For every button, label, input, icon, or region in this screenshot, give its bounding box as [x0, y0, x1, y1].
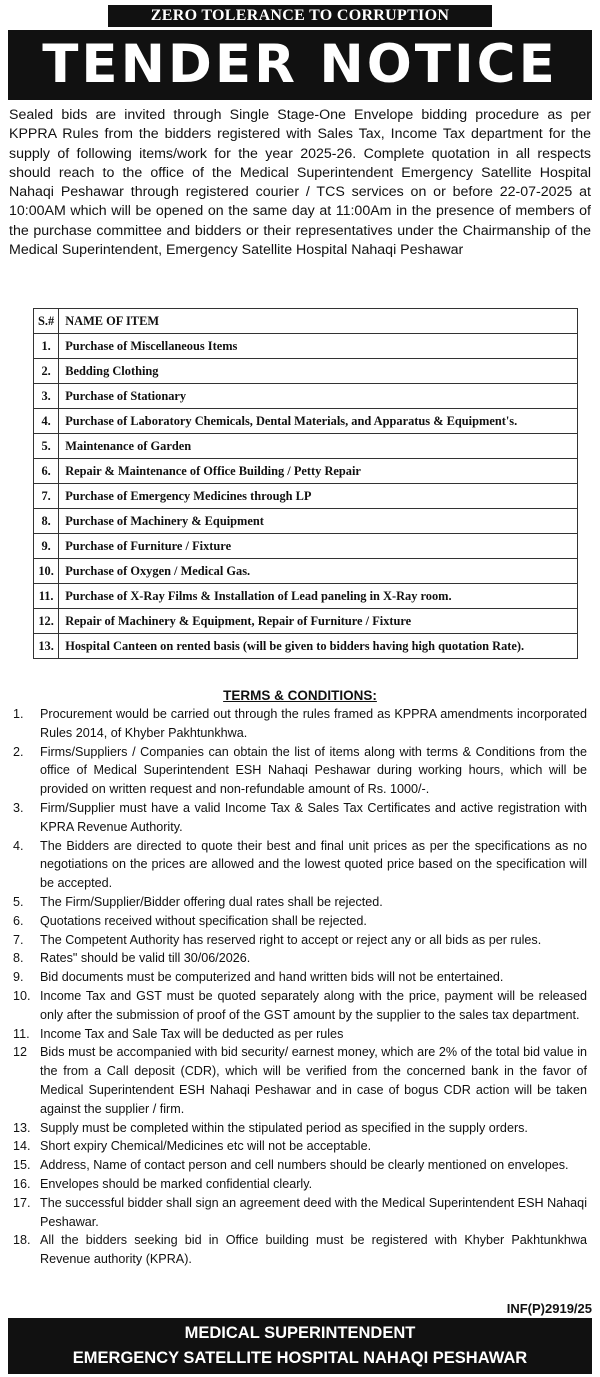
- term-number: 13.: [13, 1120, 31, 1135]
- term-text: Address, Name of contact person and cell numbers should be clearly mentioned on envelopes.: [40, 1158, 569, 1173]
- term-item: [13, 799, 587, 837]
- term-number: 9.: [13, 970, 24, 985]
- row-item-name: Purchase of Miscellaneous Items: [59, 334, 578, 359]
- header-item-name: NAME OF ITEM: [59, 309, 578, 334]
- table-header-row: [34, 309, 578, 334]
- row-serial: 12.: [34, 609, 59, 634]
- row-serial: 4.: [34, 409, 59, 434]
- term-number: 12: [13, 1045, 28, 1060]
- items-table-body: [34, 334, 578, 659]
- table-row: [34, 459, 578, 484]
- term-number: 8.: [13, 951, 24, 966]
- term-text: Short expiry Chemical/Medicines etc will not be acceptable.: [40, 1139, 372, 1154]
- term-number: 2.: [13, 744, 24, 759]
- table-row: [34, 559, 578, 584]
- reference-number: INF(P)2919/25: [506, 1301, 592, 1316]
- terms-heading: TERMS & CONDITIONS:: [223, 688, 377, 703]
- footer-signature-block: [8, 1318, 592, 1374]
- table-row: [34, 409, 578, 434]
- page-title: TENDER NOTICE: [8, 30, 592, 100]
- term-item: [13, 1175, 587, 1194]
- term-text: Quotations received without specification shall be rejected.: [40, 913, 367, 928]
- term-item: [13, 705, 587, 743]
- term-item: [13, 1119, 587, 1138]
- term-text: The Competent Authority has reserved right to accept or reject any or all bids as per rules.: [40, 932, 542, 947]
- table-row: [34, 484, 578, 509]
- term-number: 11.: [13, 1026, 30, 1041]
- term-text: Envelopes should be marked confidential clearly.: [40, 1176, 313, 1191]
- term-item: [13, 1156, 587, 1175]
- term-number: 16.: [13, 1176, 31, 1191]
- row-item-name: Repair & Maintenance of Office Building / Petty Repair: [59, 459, 578, 484]
- term-text: Firms/Suppliers / Companies can obtain the list of items along with terms & Conditions from the office of Medical Superintendent ESH Nahaqi Peshawar during working hours, which will be provided on written request and non-refundable amount of Rs. 1000/-.: [40, 744, 587, 797]
- term-number: 17.: [13, 1195, 31, 1210]
- term-item: [13, 931, 587, 950]
- table-row: [34, 334, 578, 359]
- term-text: Rates" should be valid till 30/06/2026.: [40, 951, 251, 966]
- table-row: [34, 509, 578, 534]
- row-serial: 3.: [34, 384, 59, 409]
- term-number: 6.: [13, 913, 24, 928]
- term-text: All the bidders seeking bid in Office building must be registered with Khyber Pakhtunkhwa Revenue authority (KPRA).: [40, 1233, 587, 1267]
- row-serial: 13.: [34, 634, 59, 659]
- row-item-name: Purchase of Oxygen / Medical Gas.: [59, 559, 578, 584]
- term-number: 18.: [13, 1233, 31, 1248]
- intro-paragraph: Sealed bids are invited through Single Stage-One Envelope bidding procedure as per KPPRA Rules from the bidders registered with Sales Tax, Income Tax department for the supply of following items/work for the year 2025-26. Complete quotation in all respects should reach to the office of the Medical Superintendent Emergency Satellite Hospital Nahaqi Peshawar through registered courier / TCS services on or before 22-07-2025 at 10:00AM which will be opened on the same day at 11:00Am in the presence of members of the purchase committee and bidders or their representatives under the Chairmanship of the Medical Superintendent, Emergency Satellite Hospital Nahaqi Peshawar: [9, 107, 591, 259]
- table-row: [34, 434, 578, 459]
- row-item-name: Purchase of Laboratory Chemicals, Dental Materials, and Apparatus & Equipment's.: [59, 409, 578, 434]
- row-serial: 10.: [34, 559, 59, 584]
- table-row: [34, 634, 578, 659]
- row-serial: 11.: [34, 584, 59, 609]
- header-serial: S.#: [34, 309, 59, 334]
- term-text: Supply must be completed within the stipulated period as specified in the supply orders.: [40, 1120, 528, 1135]
- row-serial: 8.: [34, 509, 59, 534]
- term-text: The Bidders are directed to quote their best and final unit prices as per the specifications as no negotiations on the prices are allowed and the lowest quoted price based on the specification will be accepted.: [40, 838, 587, 891]
- term-number: 15.: [13, 1158, 31, 1173]
- term-text: Bid documents must be computerized and hand written bids will not be entertained.: [40, 970, 504, 985]
- term-item: [13, 837, 587, 893]
- term-number: 10.: [13, 988, 31, 1003]
- term-text: Bids must be accompanied with bid security/ earnest money, which are 2% of the total bid value in the from a Call deposit (CDR), which will be verified from the concerned bank in the favor of Medical Superintendent ESH Nahaqi Peshawar and in case of bogus CDR action will be taken against the supplier / firm.: [40, 1045, 587, 1116]
- term-text: The successful bidder shall sign an agreement deed with the Medical Superintendent ESH Nahaqi Peshawar.: [40, 1195, 587, 1229]
- row-serial: 1.: [34, 334, 59, 359]
- term-text: Procurement would be carried out through the rules framed as KPPRA amendments incorporated Rules 2014, of Khyber Pakhtunkhwa.: [40, 707, 587, 740]
- term-item: [13, 1025, 587, 1044]
- term-item: [13, 1043, 587, 1118]
- term-number: 1.: [13, 707, 24, 721]
- table-row: [34, 609, 578, 634]
- row-serial: 2.: [34, 359, 59, 384]
- term-item: [13, 743, 587, 799]
- term-number: 3.: [13, 800, 24, 815]
- items-table: [33, 308, 578, 659]
- term-item: [13, 949, 587, 968]
- row-item-name: Purchase of Stationary: [59, 384, 578, 409]
- row-serial: 7.: [34, 484, 59, 509]
- terms-list: [13, 705, 587, 1269]
- row-item-name: Repair of Machinery & Equipment, Repair of Furniture / Fixture: [59, 609, 578, 634]
- term-item: [13, 893, 587, 912]
- table-row: [34, 584, 578, 609]
- row-item-name: Purchase of Emergency Medicines through LP: [59, 484, 578, 509]
- term-item: [13, 1137, 587, 1156]
- row-item-name: Bedding Clothing: [59, 359, 578, 384]
- row-item-name: Purchase of Machinery & Equipment: [59, 509, 578, 534]
- term-item: [13, 1231, 587, 1269]
- term-item: [13, 912, 587, 931]
- term-number: 5.: [13, 894, 24, 909]
- term-item: [13, 968, 587, 987]
- term-number: 4.: [13, 838, 24, 853]
- row-item-name: Purchase of X-Ray Films & Installation of Lead paneling in X-Ray room.: [59, 584, 578, 609]
- zero-tolerance-banner: ZERO TOLERANCE TO CORRUPTION: [108, 5, 492, 27]
- term-text: Income Tax and Sale Tax will be deducted as per rules: [40, 1026, 344, 1041]
- row-serial: 6.: [34, 459, 59, 484]
- row-item-name: Maintenance of Garden: [59, 434, 578, 459]
- term-number: 14.: [13, 1139, 31, 1154]
- table-row: [34, 384, 578, 409]
- table-row: [34, 534, 578, 559]
- row-serial: 9.: [34, 534, 59, 559]
- term-item: [13, 1194, 587, 1232]
- row-item-name: Purchase of Furniture / Fixture: [59, 534, 578, 559]
- row-serial: 5.: [34, 434, 59, 459]
- row-item-name: Hospital Canteen on rented basis (will be given to bidders having high quotation Rate).: [59, 634, 578, 659]
- term-number: 7.: [13, 932, 24, 947]
- term-item: [13, 987, 587, 1025]
- table-row: [34, 359, 578, 384]
- footer-designation: MEDICAL SUPERINTENDENT: [184, 1324, 416, 1342]
- term-text: Firm/Supplier must have a valid Income Tax & Sales Tax Certificates and active registration with KPRA Revenue Authority.: [40, 800, 587, 834]
- footer-hospital-name: EMERGENCY SATELLITE HOSPITAL NAHAQI PESHAWAR: [72, 1349, 528, 1367]
- term-text: Income Tax and GST must be quoted separately along with the price, payment will be released only after the submission of proof of the GST amount by the supplier to the sales tax department.: [40, 988, 587, 1022]
- term-text: The Firm/Supplier/Bidder offering dual rates shall be rejected.: [40, 894, 383, 909]
